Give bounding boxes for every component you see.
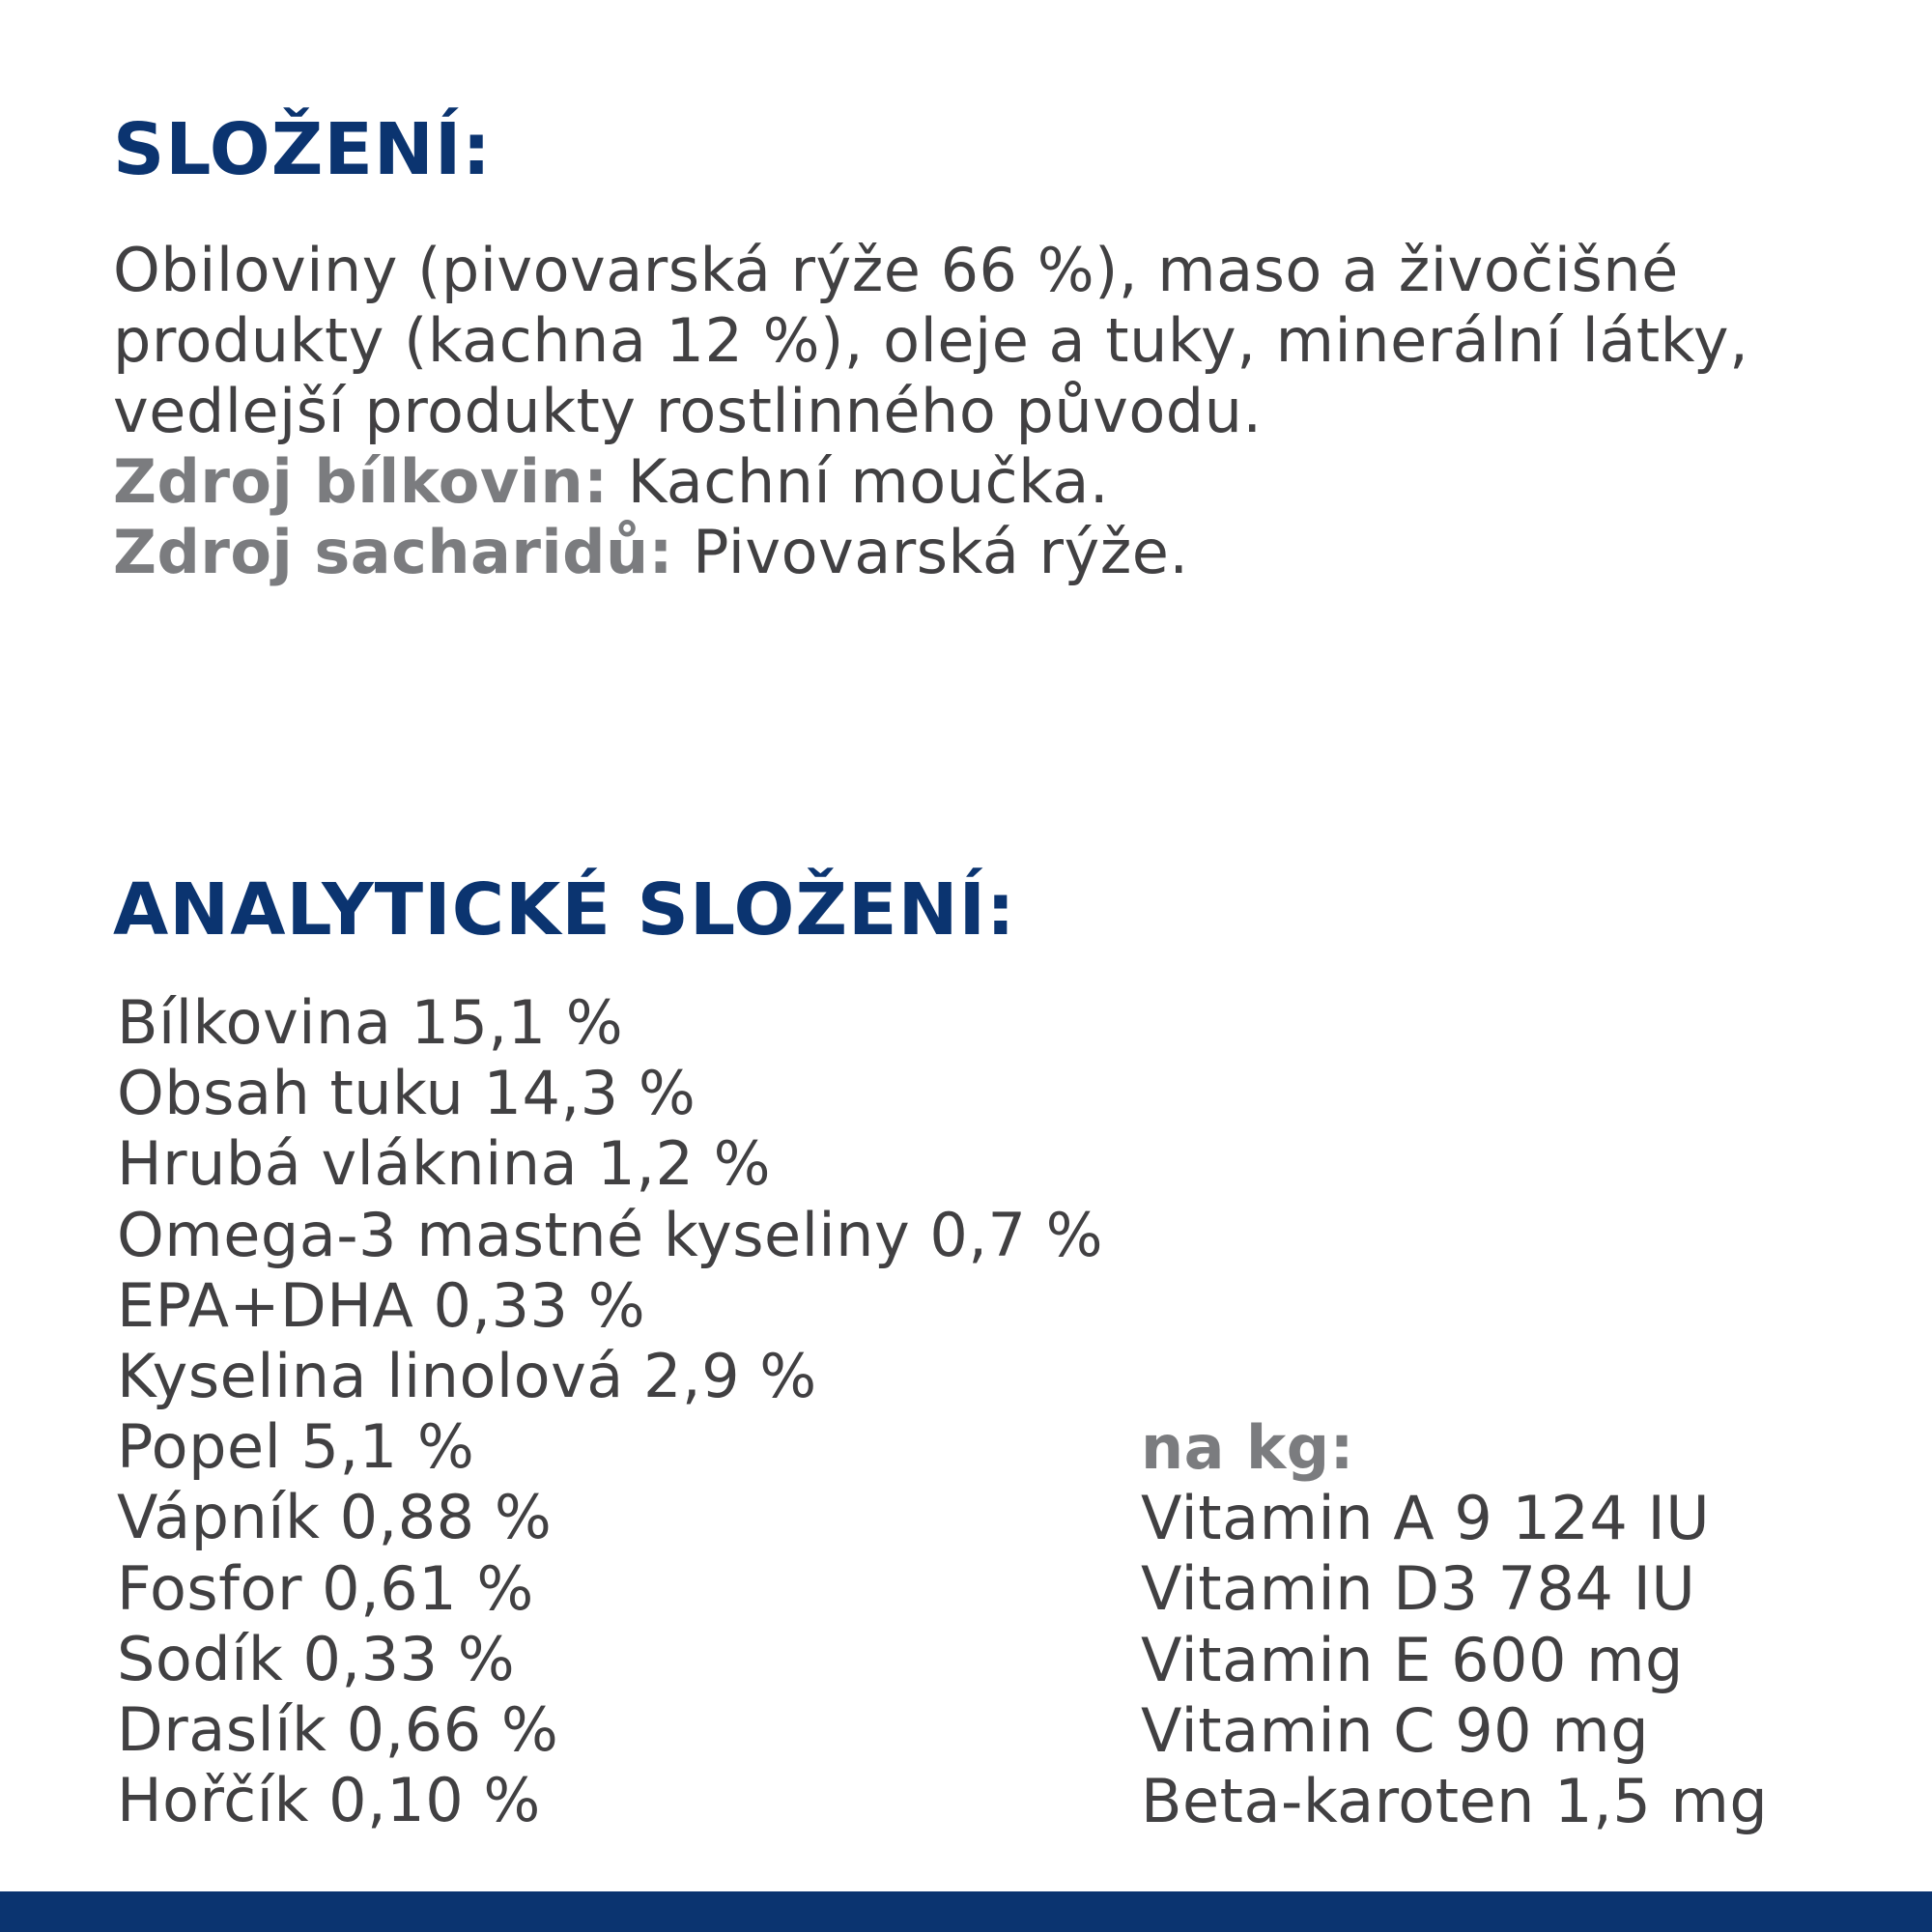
composition-text <box>113 235 1910 587</box>
analytical-item: Fosfor 0,61 % <box>117 1552 534 1624</box>
carb-source-value: Pivovarská rýže. <box>672 517 1189 587</box>
analytical-item: EPA+DHA 0,33 % <box>117 1269 646 1341</box>
analytical-heading: ANALYTICKÉ SLOŽENÍ: <box>113 868 1016 952</box>
analytical-item: Omega-3 mastné kyseliny 0,7 % <box>117 1199 1104 1270</box>
analytical-item: Bílkovina 15,1 % <box>117 987 624 1058</box>
analytical-item: Draslík 0,66 % <box>117 1694 559 1766</box>
composition-line: produkty (kachna 12 %), oleje a tuky, minerální látky, <box>113 305 1749 376</box>
vitamin-item: Vitamin C 90 mg <box>1141 1694 1650 1766</box>
vitamin-item: Beta-karoten 1,5 mg <box>1141 1766 1769 1837</box>
composition-line: vedlejší produkty rostlinného původu. <box>113 376 1263 446</box>
carb-source-label: Zdroj sacharidů: <box>113 517 673 587</box>
vitamin-item: Vitamin A 9 124 IU <box>1141 1483 1711 1554</box>
analytical-item: Hořčík 0,10 % <box>117 1765 541 1836</box>
analytical-item: Kyselina linolová 2,9 % <box>117 1341 817 1412</box>
per-kg-label: na kg: <box>1141 1412 1354 1483</box>
protein-source-line <box>113 446 1910 517</box>
per-kg-list <box>1141 1412 1768 1836</box>
protein-source-value: Kachní moučka. <box>608 446 1110 517</box>
analytical-item: Sodík 0,33 % <box>117 1623 516 1694</box>
vitamin-item: Vitamin D3 784 IU <box>1141 1553 1696 1625</box>
analytical-item: Obsah tuku 14,3 % <box>117 1058 696 1129</box>
analytical-item: Vápník 0,88 % <box>117 1482 553 1553</box>
protein-source-label: Zdroj bílkovin: <box>113 446 609 517</box>
composition-heading: SLOŽENÍ: <box>113 108 492 191</box>
analytical-item: Popel 5,1 % <box>117 1411 475 1483</box>
footer-bar <box>0 1891 1932 1932</box>
analytical-item: Hrubá vláknina 1,2 % <box>117 1128 772 1200</box>
analytical-list <box>117 987 1103 1835</box>
carb-source-line <box>113 517 1910 587</box>
composition-line: Obiloviny (pivovarská rýže 66 %), maso a živočišné <box>113 235 1679 305</box>
vitamin-item: Vitamin E 600 mg <box>1141 1624 1684 1695</box>
